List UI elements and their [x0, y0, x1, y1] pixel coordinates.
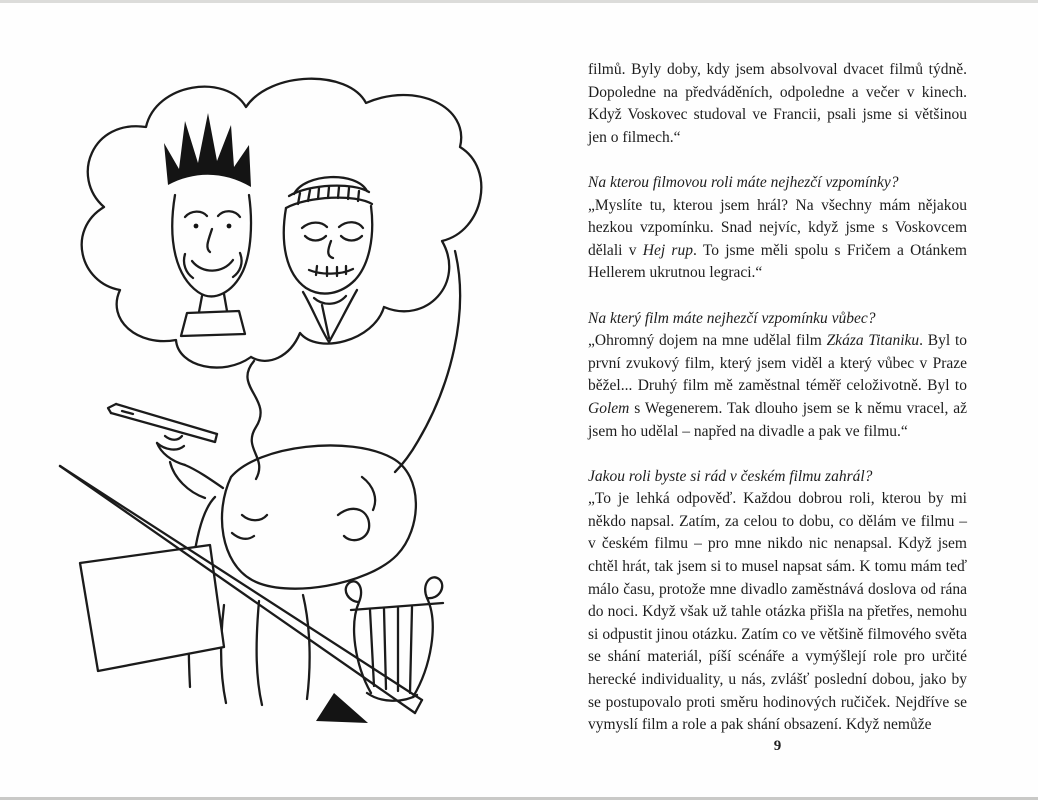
text-run: „To je lehká odpověď. Každou dobrou roli, kterou by mi někdo napsal. Zatím, za celou to dobu, co dělám ve filmu – v českém filmu – pro mne nikdo nic nenapsal. Když jsem chtěl hrát, tak jsem si to musel napsat sám. K tomu mám teď málo času, protože mne divadlo zaměstnává doslova od rána do noci. Když však už tahle otázka přišla na přetřes, nemohu si odpustit jinou otázku. Zatím co ve většině filmového světa se shání materiál, píší scénáře a vymýšlejí role pro určité herecké individuality, u nás, zvlášť poslední dobou, jako by se postupovalo proti směru hodinových ručiček. Nejdříve se vymyslí film a role a pak shání obsazení. Když nemůže	[588, 490, 967, 734]
body-paragraph	[588, 59, 967, 149]
kerchief	[303, 290, 357, 342]
thought-bubble	[82, 79, 482, 479]
body-paragraph	[588, 195, 967, 285]
caricature-illustration	[18, 45, 498, 725]
collar	[181, 311, 245, 336]
italic-text-run: Zkáza Titaniku	[826, 332, 920, 350]
interview-question	[588, 172, 967, 195]
caricature-face-right	[284, 177, 372, 342]
italic-text-run: Hej rup	[642, 241, 693, 259]
caricature-face-left	[164, 113, 251, 336]
italic-text-run: Na kterou filmovou roli máte nejhezčí vzpomínky?	[588, 173, 899, 191]
text-run: „Myslíte tu, kterou jsem hrál? Na všechny mám nějakou hezkou vzpomínku. Snad nejvíc, když jsme s Voskovcem dělali v	[588, 196, 967, 259]
bald-head	[222, 445, 416, 588]
text-run: s Wegenerem. Tak dlouho jsem se k němu vracel, až jsem ho udělal – napřed na divadle a pak ve filmu.“	[588, 399, 967, 440]
interview-question	[588, 466, 967, 489]
italic-text-run: Jakou roli byste si rád v českém filmu zahrál?	[588, 467, 873, 485]
body-paragraph	[588, 488, 967, 737]
italic-text-run: Na který film máte nejhezčí vzpomínku vůbec?	[588, 309, 876, 327]
bubble-right-sweep	[395, 251, 460, 472]
text-run: filmů. Byly doby, kdy jsem absolvoval dvacet filmů týdně. Dopoledne na předváděních, odpoledne a večer v kinech. Když Voskovec studoval ve Francii, psali jsme si většinou jen o filmech.“	[588, 61, 967, 146]
text-run: „Ohromný dojem na mne udělal film	[588, 332, 827, 350]
italic-text-run: Golem	[588, 399, 630, 417]
text-run: . Byl to první zvukový film, který jsem viděl a který vůbec v Praze běžel... Druhý film mě zaměstnal téměř celoživotně. Byl to	[588, 332, 967, 395]
page-number: 9	[773, 738, 782, 754]
coat-right	[303, 595, 310, 699]
body-paragraph	[588, 330, 967, 443]
interview-question	[588, 308, 967, 331]
text-run: . To jsme měli spolu s Fričem a Otánkem Hellerem ukrutnou legraci.“	[588, 241, 967, 282]
foot	[316, 693, 368, 723]
text-column	[588, 59, 967, 737]
spiky-hair	[164, 113, 251, 187]
